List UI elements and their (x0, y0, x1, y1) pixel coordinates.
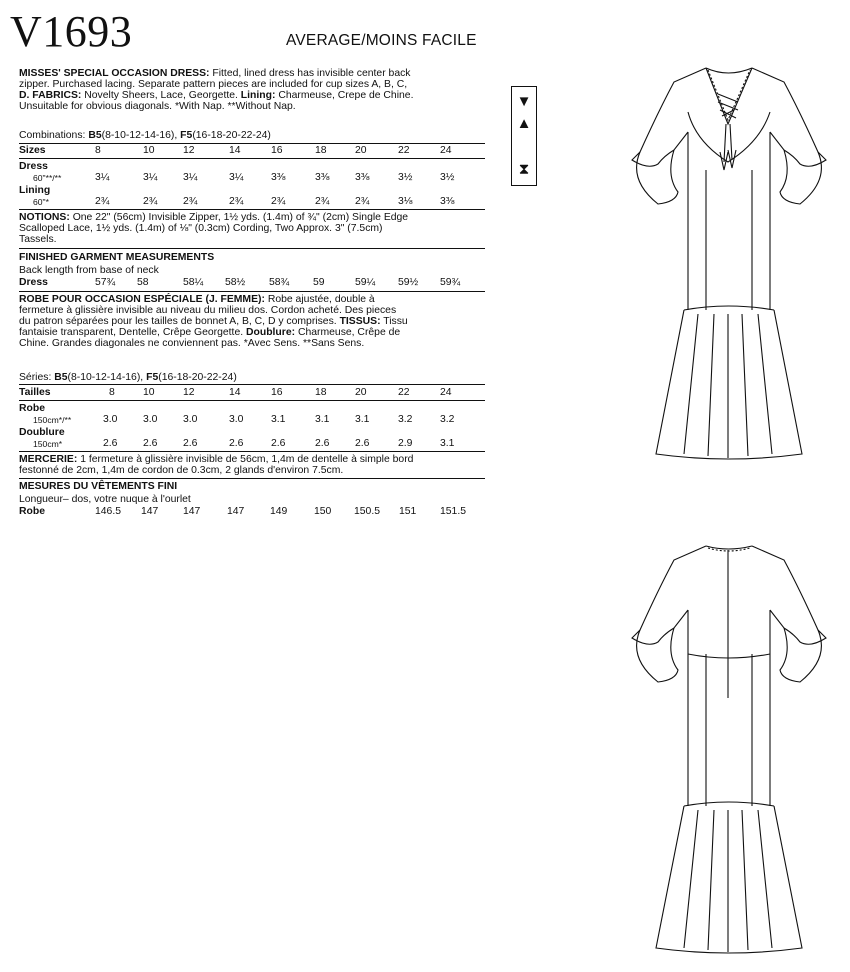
finished-length-row (19, 277, 485, 289)
left-sleeve-flounce (637, 628, 678, 682)
yardage-cell: 2¾ (183, 196, 198, 207)
back-neckline (706, 546, 752, 549)
yardage-cell: 3.0 (229, 414, 244, 425)
fabric-width: 150cm*/** (33, 415, 72, 425)
fabrics-label: TISSUS: (339, 316, 381, 327)
size-cell: 8 (109, 387, 115, 398)
finished-measurements-title: MESURES DU VÊTEMENTS FINI (19, 481, 178, 492)
description-text: zipper. Purchased lacing. Separate pattern pieces are included for cup sizes A, B, C, (19, 79, 408, 90)
waist-seam (688, 654, 770, 658)
tier-seam (684, 802, 774, 806)
length-cell: 58½ (225, 277, 246, 288)
tier-folds (684, 314, 772, 458)
yardage-cell: 2.9 (398, 438, 413, 449)
description-text: D. (19, 90, 30, 101)
combination-f5-sizes: (16-18-20-22-24) (158, 372, 237, 383)
divider (19, 291, 485, 292)
finished-measurements-subtitle: Longueur– dos, votre nuque à l'ourlet (19, 494, 191, 505)
divider (19, 451, 485, 452)
yardage-cell: 3.0 (143, 414, 158, 425)
yardage-cell: 3.0 (103, 414, 118, 425)
fabrics-text: fantaisie transparent, Dentelle, Crêpe Georgette. (19, 327, 244, 338)
doublure-label: Doublure (19, 427, 65, 438)
cord-ends (724, 124, 732, 162)
difficulty-level: AVERAGE/MOINS FACILE (286, 32, 477, 49)
length-cell: 57¾ (95, 277, 116, 288)
dress-label: Dress (19, 161, 48, 172)
dress-yardage-row (19, 172, 485, 184)
size-cell: 24 (440, 387, 452, 398)
fabric-width: 60"* (33, 197, 49, 207)
size-cell: 18 (315, 387, 327, 398)
combinations-label: Séries: (19, 372, 52, 383)
notions-text: Scalloped Lace, 1½ yds. (1.4m) of ⅛" (0.3cm) Cording, Two Approx. 3" (7.5cm) (19, 223, 383, 234)
lining-label: Lining: (240, 90, 276, 101)
length-cell: 149 (270, 506, 288, 517)
size-cell: 18 (315, 145, 327, 156)
size-cell: 22 (398, 145, 410, 156)
yardage-cell: 2¾ (95, 196, 110, 207)
sizes-row-fr (19, 387, 485, 399)
lining-text: Charmeuse, Crêpe de (297, 327, 401, 338)
skirt-tier (656, 806, 802, 953)
length-cell: 147 (141, 506, 159, 517)
yardage-cell: 3½ (440, 172, 455, 183)
sizes-label: Tailles (19, 387, 51, 398)
yardage-cell: 3.1 (440, 438, 455, 449)
tier-folds (684, 810, 772, 952)
length-cell: 150.5 (354, 506, 381, 517)
mercerie-text: festonné de 2cm, 1,4m de cordon de 0.3cm, 2 glands d'environ 7.5cm. (19, 465, 344, 476)
yardage-cell: 3¼ (229, 172, 244, 183)
notions-text: Tassels. (19, 234, 57, 245)
size-cell: 12 (183, 387, 195, 398)
description-text: fermeture à glissière invisible au niveau du milieu dos. Cordon acheté. Des pieces (19, 305, 397, 316)
size-cell: 10 (143, 145, 155, 156)
description-title: ROBE POUR OCCASION ESPÉCIALE (J. FEMME): (19, 294, 265, 305)
divider (19, 209, 485, 210)
side-seams (688, 610, 770, 806)
length-cell: 59½ (398, 277, 419, 288)
combination-b5: B5 (54, 372, 68, 383)
fabric-width: 60"**/** (33, 173, 62, 183)
fabric-width: 150cm* (33, 439, 63, 449)
right-sleeve (752, 546, 826, 644)
yardage-cell: 2.6 (315, 438, 330, 449)
tier-seam (684, 306, 774, 310)
dress-label: Dress (19, 277, 48, 288)
neckline (706, 68, 752, 73)
notions-label: NOTIONS: (19, 212, 70, 223)
lining-yardage-row (19, 196, 485, 208)
pattern-symbols-box (511, 86, 537, 186)
notions-text: One 22" (56cm) Invisible Zipper, 1½ yds. (1.4m) of ¾" (2cm) Single Edge (72, 212, 409, 223)
finished-measurements-title: FINISHED GARMENT MEASUREMENTS (19, 252, 215, 263)
yardage-cell: 3¼ (143, 172, 158, 183)
yardage-cell: 2.6 (271, 438, 286, 449)
yardage-cell: 3.1 (271, 414, 286, 425)
size-cell: 20 (355, 387, 367, 398)
yardage-cell: 2¾ (315, 196, 330, 207)
length-cell: 147 (183, 506, 201, 517)
yardage-cell: 2.6 (355, 438, 370, 449)
dress-front-view-illustration (618, 52, 840, 464)
length-cell: 59 (313, 277, 325, 288)
combination-f5-sizes: (16-18-20-22-24) (192, 130, 271, 141)
yardage-cell: 2.6 (143, 438, 158, 449)
arrow-down-icon: ▼ (516, 93, 532, 110)
fabrics-label: FABRICS: (32, 90, 82, 101)
length-cell: 58¾ (269, 277, 290, 288)
doublure-yardage-row (19, 438, 485, 450)
combination-b5-sizes: (8-10-12-14-16), (67, 372, 144, 383)
yardage-cell: 3¼ (183, 172, 198, 183)
yardage-cell: 3½ (398, 172, 413, 183)
size-cell: 16 (271, 387, 283, 398)
lining-label: Lining (19, 185, 51, 196)
notions-en (19, 212, 489, 245)
right-sleeve-flounce (780, 150, 821, 204)
yardage-cell: 3⅜ (271, 172, 286, 183)
yardage-cell: 3⅜ (440, 196, 455, 207)
hourglass-icon: ⧗ (518, 161, 530, 178)
yardage-cell: 2¾ (271, 196, 286, 207)
combination-b5-sizes: (8-10-12-14-16), (101, 130, 178, 141)
side-seams (688, 132, 770, 310)
yardage-cell: 2¾ (355, 196, 370, 207)
yardage-cell: 3⅛ (398, 196, 413, 207)
skirt-tier (656, 310, 802, 459)
length-cell: 59¾ (440, 277, 461, 288)
princess-seams (706, 654, 752, 806)
size-cell: 10 (143, 387, 155, 398)
combination-b5: B5 (88, 130, 102, 141)
princess-seams (706, 170, 752, 310)
yardage-cell: 2¾ (143, 196, 158, 207)
sizes-label: Sizes (19, 145, 46, 156)
mercerie-label: MERCERIE: (19, 454, 78, 465)
right-sleeve-flounce (780, 628, 821, 682)
divider (19, 158, 485, 159)
size-cell: 16 (271, 145, 283, 156)
yardage-cell: 2.6 (229, 438, 244, 449)
yardage-cell: 2.6 (183, 438, 198, 449)
divider (19, 384, 485, 385)
description-title: MISSES' SPECIAL OCCASION DRESS: (19, 68, 210, 79)
combination-f5: F5 (146, 372, 159, 383)
yardage-cell: 3.2 (440, 414, 455, 425)
left-sleeve (632, 546, 706, 644)
fabrics-text: Novelty Sheers, Lace, Georgette. (84, 90, 238, 101)
size-cell: 14 (229, 145, 241, 156)
divider (19, 143, 485, 144)
arrow-up-icon: ▲ (516, 115, 532, 132)
description-fr (19, 294, 489, 349)
lining-label: Doublure: (246, 327, 296, 338)
description-en (19, 68, 489, 112)
size-cell: 20 (355, 145, 367, 156)
description-text: Chine. Grandes diagonales ne conviennent pas. *Avec Sens. **Sans Sens. (19, 338, 365, 349)
finished-length-row-fr (19, 506, 485, 518)
fabrics-text: Tissu (383, 316, 408, 327)
length-cell: 151 (399, 506, 417, 517)
robe-label: Robe (19, 403, 45, 414)
length-cell: 58¼ (183, 277, 204, 288)
dress-back-view-illustration (618, 538, 840, 958)
size-cell: 24 (440, 145, 452, 156)
yardage-cell: 3⅜ (315, 172, 330, 183)
length-cell: 59¼ (355, 277, 376, 288)
description-text: Robe ajustée, double à (267, 294, 375, 305)
length-cell: 150 (314, 506, 332, 517)
length-cell: 147 (227, 506, 245, 517)
sizes-row-en (19, 145, 485, 157)
yardage-cell: 3⅜ (355, 172, 370, 183)
divider (19, 248, 485, 249)
size-cell: 12 (183, 145, 195, 156)
description-text: Unsuitable for obvious diagonals. *With Nap. **Without Nap. (19, 101, 296, 112)
mercerie-fr (19, 454, 489, 476)
length-cell: 58 (137, 277, 149, 288)
length-cell: 151.5 (440, 506, 467, 517)
divider (19, 400, 485, 401)
yardage-cell: 2¾ (229, 196, 244, 207)
length-cell: 146.5 (95, 506, 122, 517)
combinations-en (19, 130, 271, 141)
right-sleeve (752, 68, 826, 166)
robe-label: Robe (19, 506, 45, 517)
yardage-cell: 3.1 (315, 414, 330, 425)
size-cell: 14 (229, 387, 241, 398)
yardage-cell: 3.1 (355, 414, 370, 425)
left-sleeve (632, 68, 706, 166)
combinations-label: Combinations: (19, 130, 86, 141)
lining-text: Charmeuse, Crepe de Chine. (278, 90, 414, 101)
finished-measurements-subtitle: Back length from base of neck (19, 265, 159, 276)
description-text: du patron séparées pour les tailles de bonnet A, B, C, D y comprises. (19, 316, 337, 327)
pattern-number: V1693 (10, 7, 133, 56)
mercerie-text: 1 fermeture à glissière invisible de 56cm, 1,4m de dentelle à simple bord (80, 454, 414, 465)
combinations-fr (19, 372, 237, 383)
size-cell: 22 (398, 387, 410, 398)
divider (19, 478, 485, 479)
yardage-cell: 3.0 (183, 414, 198, 425)
robe-yardage-row (19, 414, 485, 426)
combination-f5: F5 (180, 130, 193, 141)
description-text: Fitted, lined dress has invisible center back (212, 68, 411, 79)
yardage-cell: 2.6 (103, 438, 118, 449)
v-neck (706, 68, 752, 124)
tassel-icon (720, 150, 736, 170)
yardage-cell: 3¼ (95, 172, 110, 183)
size-cell: 8 (95, 145, 101, 156)
yardage-cell: 3.2 (398, 414, 413, 425)
left-sleeve-flounce (637, 150, 678, 204)
